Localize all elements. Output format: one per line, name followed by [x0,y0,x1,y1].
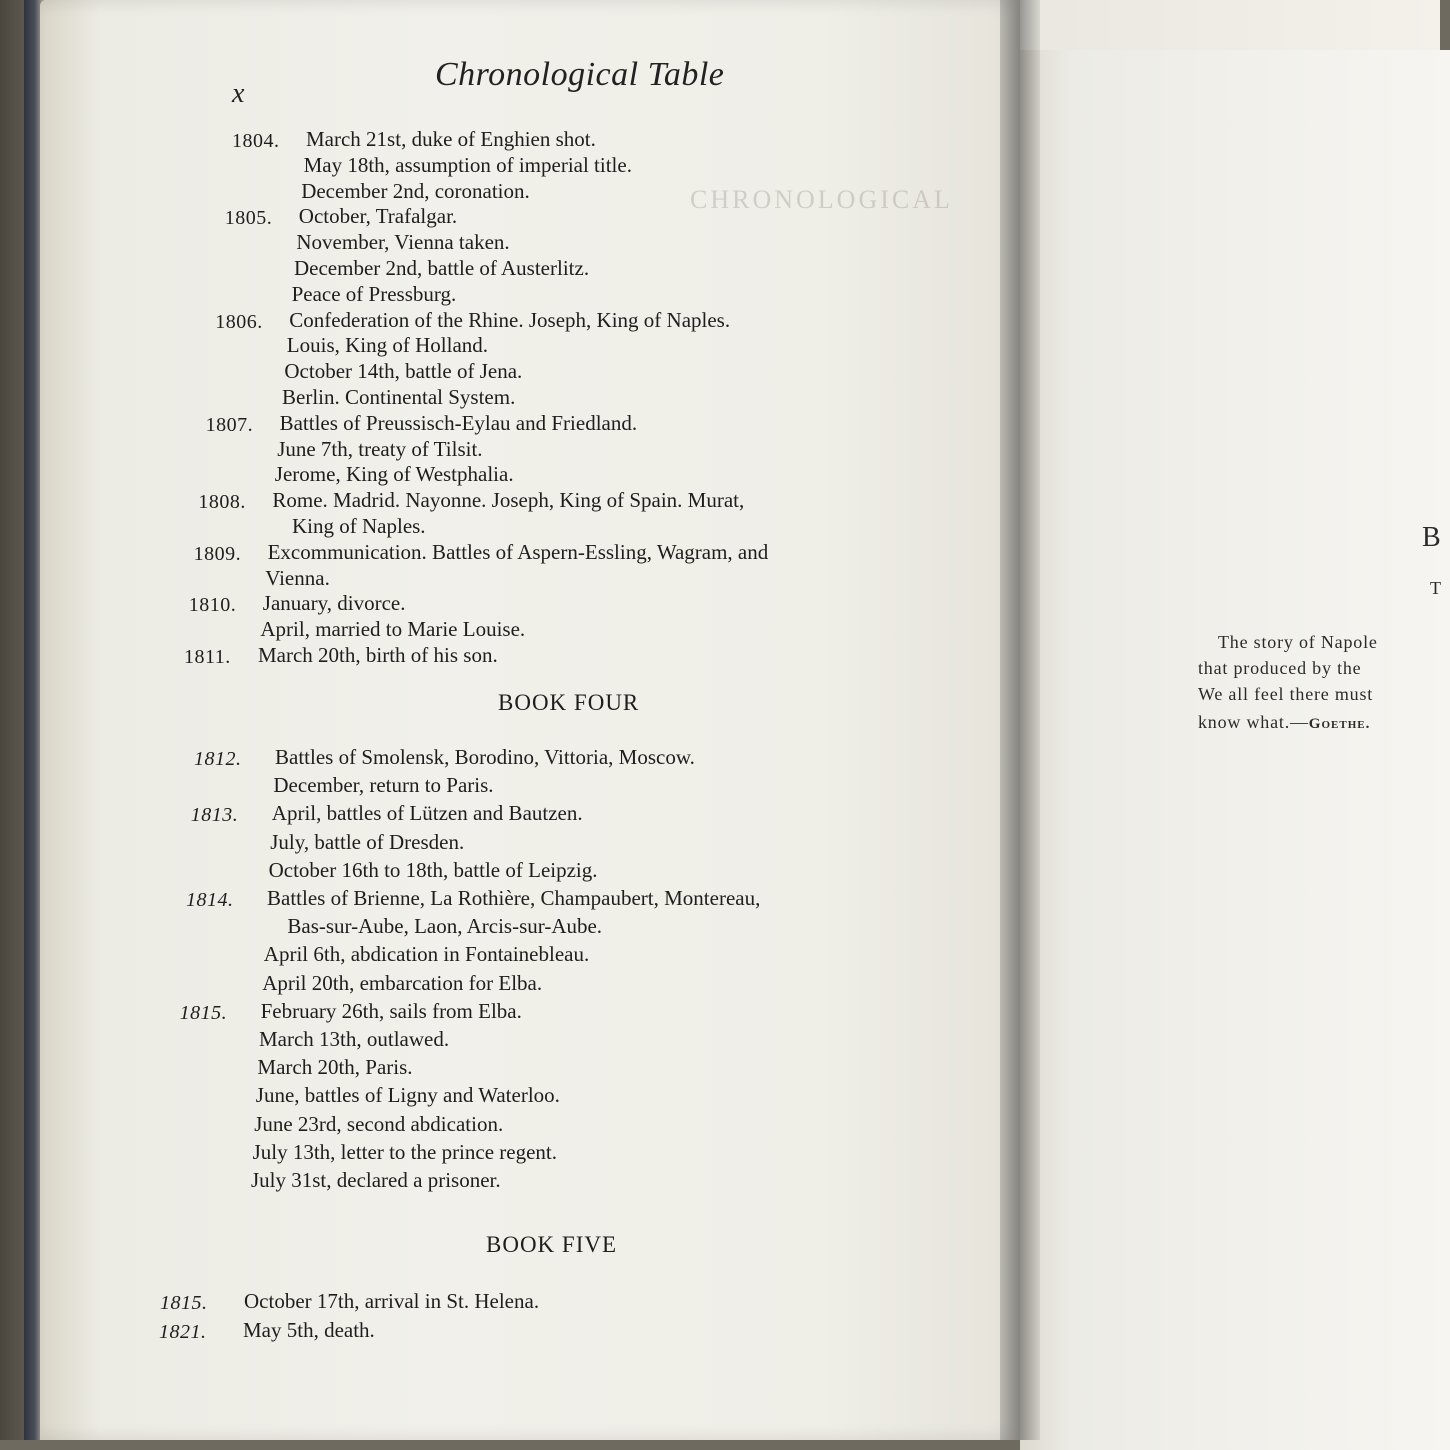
entry-year: 1815. [160,1292,208,1314]
book-five-heading: BOOK FIVE [486,1232,618,1257]
entry-line: Rome. Madrid. Nayonne. Joseph, King of Spain. Murat, [272,488,745,513]
epigraph-line-2: that produced by the [1198,658,1362,678]
entry-year: 1813. [190,804,239,827]
entry-line: May 18th, assumption of imperial title. [303,152,632,177]
entry-year: 1804. [232,130,280,152]
entry-line: October, Trafalgar. [298,204,458,229]
epigraph-text: know what.— [1198,712,1309,732]
entry-line: May 5th, death. [243,1318,375,1342]
right-page-subheading: T [1430,578,1442,598]
entry-year: 1815. [179,1001,228,1024]
entry-year: 1814. [186,889,234,911]
epigraph-line-3: We all feel there must [1198,684,1374,704]
entry-line: March 13th, outlawed. [259,1027,450,1051]
entry-line: Louis, King of Holland. [286,333,489,358]
entry-line: February 26th, sails from Elba. [260,998,522,1023]
epigraph-author: Goethe. [1308,716,1371,732]
entry-line: April, married to Marie Louise. [260,617,526,642]
entry-line: King of Naples. [292,514,426,538]
entry-year: 1810. [188,594,237,617]
entry-line: Battles of Preussisch-Eylau and Friedland. [279,410,638,435]
entry-line: October 14th, battle of Jena. [284,359,523,384]
epigraph-line-1: The story of Napole [1218,632,1378,652]
entry-line: March 21st, duke of Enghien shot. [306,127,596,151]
entry-line: Jerome, King of Westphalia. [274,462,514,487]
entry-line: December 2nd, battle of Austerlitz. [294,256,590,280]
left-page [40,0,1020,1440]
entry-line: June 7th, treaty of Tilsit. [277,436,483,461]
entry-line: October 17th, arrival in St. Helena. [244,1289,540,1313]
entry-year: 1812. [194,748,242,770]
entry-line: Battles of Brienne, La Rothière, Champaubert, Montereau, [267,886,761,910]
entry-year: 1806. [215,310,263,333]
right-page-heading: B [1422,522,1442,553]
entry-line: Berlin. Continental System. [282,385,516,409]
entry-line: June, battles of Ligny and Waterloo. [255,1083,560,1108]
entry-line: July 31st, declared a prisoner. [251,1168,501,1192]
epigraph-line-4 [1198,712,1370,733]
right-page [1020,50,1450,1450]
entry-line: Peace of Pressburg. [291,281,457,306]
entry-year: 1807. [205,413,254,436]
entry-line: April 6th, abdication in Fontainebleau. [263,942,590,967]
running-head: Chronological Table [435,56,725,93]
entry-line: Battles of Smolensk, Borodino, Vittoria, Moscow. [275,745,695,769]
book-four-heading: BOOK FOUR [498,690,640,715]
entry-line: January, divorce. [262,591,406,616]
entry-year: 1809. [193,542,242,565]
entry-year: 1811. [184,646,231,668]
entry-line: Confederation of the Rhine. Joseph, King of Naples. [289,307,731,332]
page-number: x [232,78,245,109]
entry-year: 1821. [159,1321,207,1343]
entry-line: June 23rd, second abdication. [254,1111,504,1136]
entry-line: Vienna. [265,565,330,590]
entry-line: March 20th, birth of his son. [258,643,498,667]
entry-line: April, battles of Lützen and Bautzen. [271,801,583,826]
entry-line: December, return to Paris. [273,773,494,798]
entry-line: March 20th, Paris. [257,1055,413,1080]
entry-year: 1805. [224,207,273,230]
entry-line: October 16th to 18th, battle of Leipzig. [268,857,598,882]
entry-line: November, Vienna taken. [296,230,510,255]
entry-year: 1808. [198,491,246,514]
entry-line: July, battle of Dresden. [270,829,465,854]
entry-line: April 20th, embarcation for Elba. [262,970,543,995]
entry-line: December 2nd, coronation. [301,178,530,203]
entry-line: Bas-sur-Aube, Laon, Arcis-sur-Aube. [287,914,603,939]
entry-line: July 13th, letter to the prince regent. [252,1139,558,1164]
entry-line: Excommunication. Battles of Aspern-Essling, Wagram, and [267,539,769,564]
book-gutter [1000,0,1040,1440]
